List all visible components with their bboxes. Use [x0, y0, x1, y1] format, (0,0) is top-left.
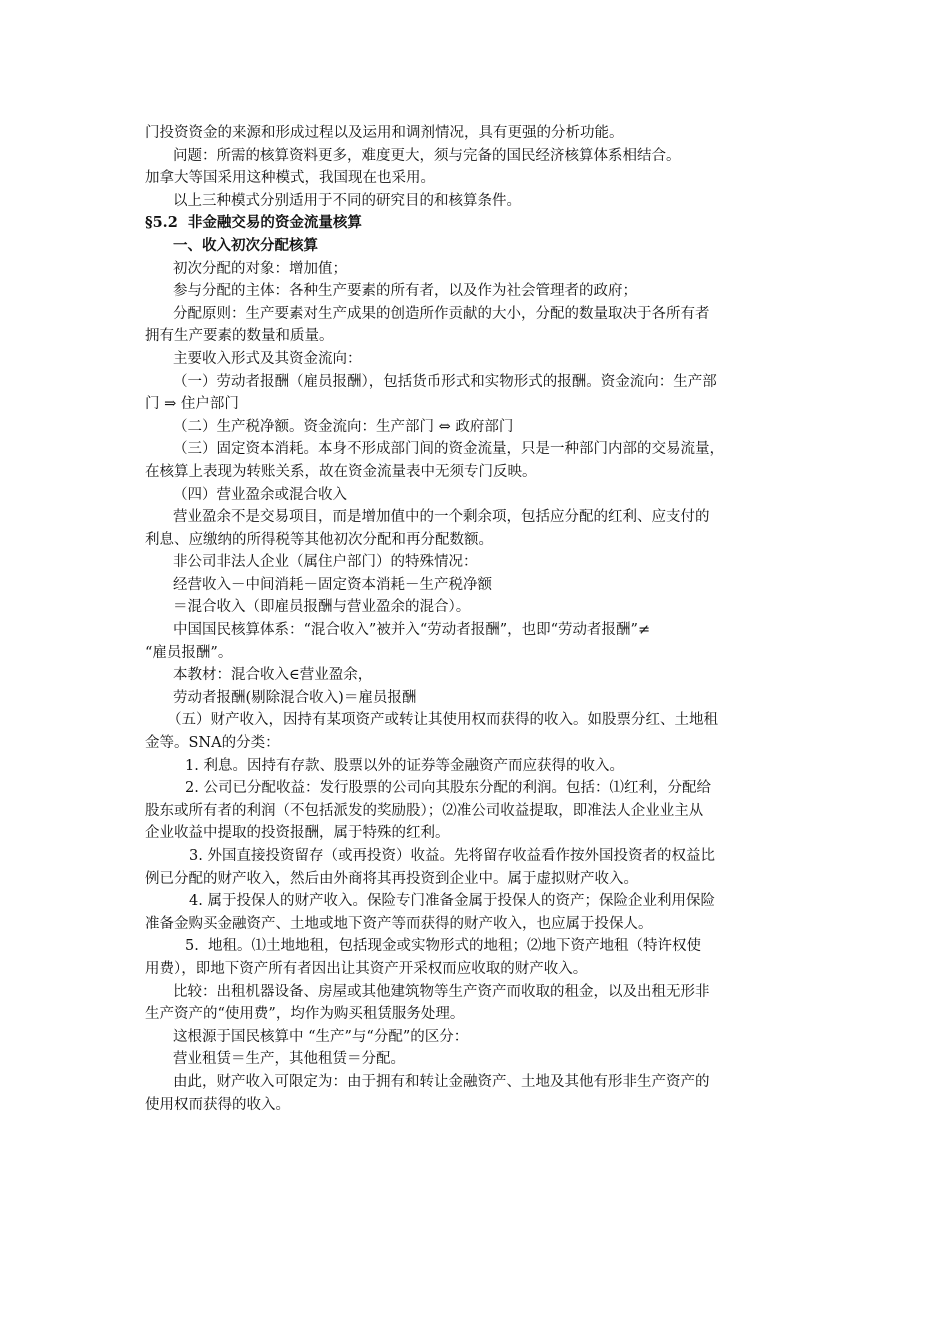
- text-line: “雇员报酬”。: [145, 644, 233, 661]
- text-line: 主要收入形式及其资金流向：: [173, 350, 362, 367]
- text-line: 在核算上表现为转账关系，故在资金流量表中无须专门反映。: [145, 463, 537, 480]
- text-line: 例已分配的财产收入，然后由外商将其再投资到企业中。属于虚拟财产收入。: [145, 870, 638, 887]
- text-line: 金等。SNA的分类：: [145, 735, 280, 752]
- text-line: 初次分配的对象：增加值；: [173, 260, 347, 277]
- text-line: 3. 外国直接投资留存（或再投资）收益。先将留存收益看作按外国投资者的权益比: [189, 848, 715, 864]
- text-line: 非公司非法人企业（属住户部门）的特殊情况：: [173, 554, 478, 571]
- text-line: 参与分配的主体：各种生产要素的所有者，以及作为社会管理者的政府；: [173, 283, 637, 300]
- text-line: 4. 属于投保人的财产收入。保险专门准备金属于投保人的资产；保险企业利用保险: [189, 893, 715, 910]
- text-line: 2. 公司已分配收益：发行股票的公司向其股东分配的利润。包括：⑴红利，分配给: [185, 780, 711, 797]
- section-heading: 一、收入初次分配核算: [173, 236, 318, 254]
- text-line: 生产资产的“使用费”，均作为购买租赁服务处理。: [145, 1006, 465, 1023]
- text-line: 这根源于国民核算中 “生产”与“分配”的区分：: [173, 1028, 469, 1045]
- text-line: 比较：出租机器设备、房屋或其他建筑物等生产资产而收取的租金，以及出租无形非: [173, 983, 710, 1000]
- text-line: （五）财产收入，因持有某项资产或转让其使用权而获得的收入。如股票分红、土地租: [167, 712, 718, 729]
- text-line: 劳动者报酬(剔除混合收入)＝雇员报酬: [173, 689, 417, 706]
- text-line: （一）劳动者报酬（雇员报酬），包括货币形式和实物形式的报酬。资金流向：生产部: [173, 373, 717, 390]
- text-line: （四）营业盈余或混合收入: [173, 486, 347, 503]
- text-line: 门投资资金的来源和形成过程以及运用和调剂情况，具有更强的分析功能。: [145, 125, 624, 141]
- text-line: 经营收入－中间消耗－固定资本消耗－生产税净额: [173, 576, 492, 593]
- text-line: 问题：所需的核算资料更多，难度更大，须与完备的国民经济核算体系相结合。: [173, 147, 681, 164]
- text-line: 利息、应缴纳的所得税等其他初次分配和再分配数额。: [145, 531, 493, 548]
- text-line: 本教材：混合收入∈营业盈余，: [173, 667, 373, 684]
- text-line: ＝混合收入（即雇员报酬与营业盈余的混合）。: [173, 599, 471, 616]
- text-line: 拥有生产要素的数量和质量。: [145, 328, 334, 345]
- text-line: 企业收益中提取的投资报酬，属于特殊的红利。: [145, 825, 450, 842]
- text-line: 1. 利息。因持有存款、股票以外的证券等金融资产而应获得的收入。: [185, 757, 624, 774]
- text-line: 门 ⇒ 住户部门: [145, 396, 239, 413]
- text-line: 营业租赁＝生产，其他租赁＝分配。: [173, 1051, 405, 1068]
- text-line: 营业盈余不是交易项目，而是增加值中的一个剩余项，包括应分配的红利、应支付的: [173, 509, 710, 526]
- text-line: 分配原则：生产要素对生产成果的创造所作贡献的大小，分配的数量取决于各所有者: [173, 305, 710, 322]
- text-line: 以上三种模式分别适用于不同的研究目的和核算条件。: [173, 192, 521, 209]
- text-line: 5. 地租。⑴土地地租，包括现金或实物形式的地租；⑵地下资产地租（特许权使: [185, 938, 702, 955]
- document-body: [145, 122, 810, 1116]
- text-line: 使用权而获得的收入。: [145, 1096, 290, 1113]
- text-line: 股东或所有者的利润（不包括派发的奖励股）；⑵准公司收益提取，即准法人企业业主从: [145, 802, 704, 819]
- text-line: 准备金购买金融资产、土地或地下资产等而获得的财产收入，也应属于投保人。: [145, 915, 653, 932]
- text-line: （三）固定资本消耗。本身不形成部门间的资金流量，只是一种部门内部的交易流量，: [173, 441, 724, 458]
- text-line: 加拿大等国采用这种模式，我国现在也采用。: [145, 170, 435, 187]
- text-line: 中国国民核算体系：“混合收入”被并入“劳动者报酬”，也即“劳动者报酬”≠: [173, 622, 651, 639]
- text-line: 用费），即地下资产所有者因出让其资产开采权而应收取的财产收入。: [145, 960, 588, 977]
- text-line: 由此，财产收入可限定为：由于拥有和转让金融资产、土地及其他有形非生产资产的: [173, 1073, 710, 1090]
- section-heading: §5.2 非金融交易的资金流量核算: [145, 214, 362, 232]
- text-line: （二）生产税净额。资金流向：生产部门 ⇔ 政府部门: [173, 418, 514, 435]
